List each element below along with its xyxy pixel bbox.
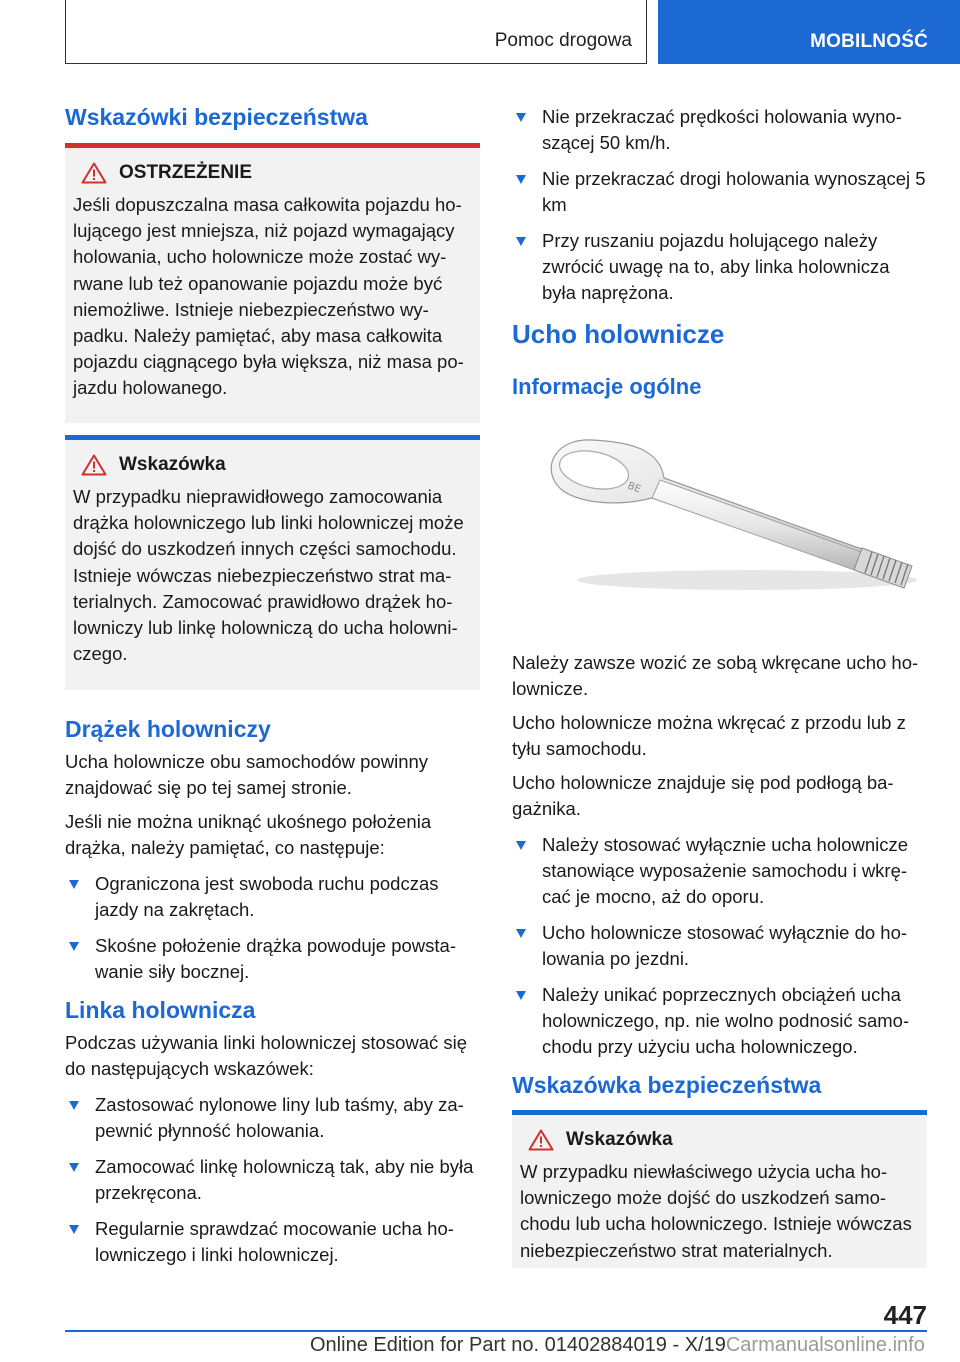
triangle-bullet-icon	[69, 880, 79, 889]
note-text: W przypadku niewłaściwego użycia ucha holowniczego może dojść do uszkodzeń samochodu lub ucha holowniczego. Istnieje wówczas niebezpieczeństwo strat materialnych.	[520, 1161, 912, 1261]
footer-edition	[310, 1334, 925, 1357]
warning-triangle-icon	[528, 1129, 554, 1151]
towing-eye-illustration	[532, 420, 932, 610]
warning-triangle-icon	[81, 162, 107, 184]
tow-bar-section	[65, 716, 480, 995]
list-item: Nie przekraczać prędkości holowania wynoszącej 50 km/h.	[512, 104, 927, 156]
triangle-bullet-icon	[516, 841, 526, 850]
general-info-text	[512, 650, 927, 1070]
list-item: Skośne położenie drążka powoduje powstawanie siły bocznej.	[65, 933, 480, 985]
list-item: Należy unikać poprzecznych obciążeń ucha holowniczego, np. nie wolno podnosić samochodu przy użyciu ucha holowniczego.	[512, 982, 927, 1060]
note-title: Wskazówka	[566, 1129, 673, 1150]
list-item: Zamocować linkę holowniczą tak, aby nie była przekręcona.	[65, 1154, 480, 1206]
tow-rope-section	[65, 997, 480, 1278]
triangle-bullet-icon	[516, 237, 526, 246]
list-item: Ucho holownicze stosować wyłącznie do holowania po jezdni.	[512, 920, 927, 972]
triangle-bullet-icon	[69, 1225, 79, 1234]
tow-bar-heading: Drążek holowniczy	[65, 716, 271, 742]
watermark-text: Carmanualsonline.info	[725, 1334, 925, 1356]
warning-box	[65, 143, 480, 423]
info-paragraph: Należy zawsze wozić ze sobą wkręcane ucho holownicze.	[512, 652, 919, 699]
header-section-title: Pomoc drogowa	[494, 30, 632, 51]
triangle-bullet-icon	[516, 175, 526, 184]
chapter-tab[interactable]	[658, 0, 960, 64]
triangle-bullet-icon	[516, 113, 526, 122]
note-text: W przypadku nieprawidłowego zamocowania drążka holowniczego lub linki holowniczej może dojść do uszkodzeń innych części samochodu. Istnieje wówczas niebezpieczeństwo strat materialnych. Zamocować prawidłowo drążek holowniczy lub linkę holowniczą do ucha holowniczego.	[73, 486, 464, 665]
list-item: Zastosować nylonowe liny lub taśmy, aby zapewnić płynność holowania.	[65, 1092, 480, 1144]
tow-rope-heading: Linka holownicza	[65, 997, 256, 1023]
towing-eye-list	[512, 832, 927, 1060]
towing-eye-heading: Ucho holownicze	[512, 319, 725, 349]
tow-bar-paragraph: Ucha holownicze obu samochodów powinny znajdować się po tej samej stronie.	[65, 751, 429, 798]
general-info-heading: Informacje ogólne	[512, 374, 702, 399]
triangle-bullet-icon	[516, 991, 526, 1000]
list-item: Przy ruszaniu pojazdu holującego należy zwrócić uwagę na to, aby linka holownicza była naprężona.	[512, 228, 927, 306]
safety-heading: Wskazówki bezpieczeństwa	[65, 104, 368, 130]
triangle-bullet-icon	[516, 929, 526, 938]
triangle-bullet-icon	[69, 1163, 79, 1172]
info-paragraph: Ucho holownicze można wkręcać z przodu lub z tyłu samochodu.	[512, 712, 906, 759]
triangle-bullet-icon	[69, 1101, 79, 1110]
tow-rope-list	[65, 1092, 480, 1268]
info-paragraph: Ucho holownicze znajduje się pod podłogą bagażnika.	[512, 772, 894, 819]
svg-text:BE: BE	[625, 480, 643, 496]
warning-triangle-icon	[81, 454, 107, 476]
list-item: Regularnie sprawdzać mocowanie ucha holowniczego i linki holowniczej.	[65, 1216, 480, 1268]
tow-rope-paragraph: Podczas używania linki holowniczej stosować się do następujących wskazówek:	[65, 1032, 468, 1079]
towing-rules-list	[512, 104, 927, 316]
footer-divider	[65, 1330, 927, 1332]
warning-text: Jeśli dopuszczalna masa całkowita pojazdu holującego jest mniejsza, niż pojazd wymagający holowania, ucho holownicze może zostać wyrwane lub też opanowanie pojazdu może być niemożliwe. Istnieje niebezpieczeństwo wypadku. Należy pamiętać, aby masa całkowita pojazdu ciągnącego była większa, niż masa pojazdu holowanego.	[73, 194, 464, 399]
list-item: Nie przekraczać drogi holowania wynoszącej 5 km	[512, 166, 927, 218]
tow-bar-list	[65, 871, 480, 985]
list-item: Należy stosować wyłącznie ucha holownicze stanowiące wyposażenie samochodu i wkręcać je mocno, aż do oporu.	[512, 832, 927, 910]
note-box	[512, 1110, 927, 1268]
warning-title: OSTRZEŻENIE	[119, 162, 253, 183]
page-number: 447	[883, 1300, 927, 1330]
edition-text: Online Edition for Part no. 01402884019 - X/19	[310, 1334, 726, 1356]
note-title: Wskazówka	[119, 454, 226, 475]
triangle-bullet-icon	[69, 942, 79, 951]
list-item: Ograniczona jest swoboda ruchu podczas jazdy na zakrętach.	[65, 871, 480, 923]
header-frame	[65, 0, 647, 64]
chapter-tab-label: MOBILNOŚĆ	[810, 31, 928, 52]
tow-bar-paragraph: Jeśli nie można uniknąć ukośnego położenia drążka, należy pamiętać, co następuje:	[65, 811, 432, 858]
safety-note-heading: Wskazówka bezpieczeństwa	[512, 1072, 822, 1098]
note-box	[65, 435, 480, 690]
